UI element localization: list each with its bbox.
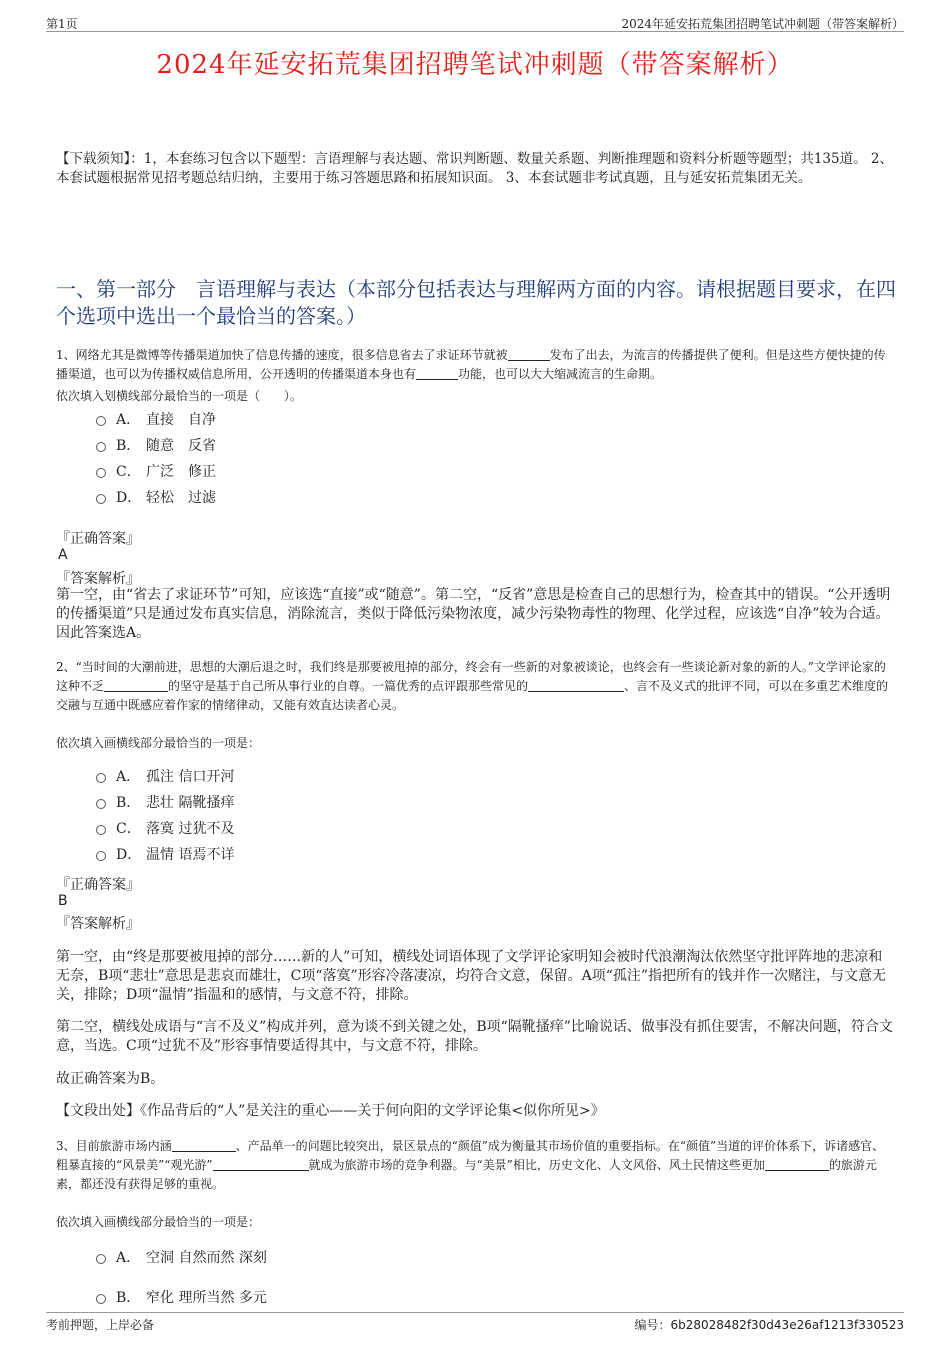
- radio-icon[interactable]: [96, 1254, 106, 1264]
- question-2-prompt: 依次填入画横线部分最恰当的一项是：: [56, 736, 261, 750]
- download-notice: 【下载须知】：1，本套练习包含以下题型：言语理解与表达题、常识判断题、数量关系题、判断推理题和资料分析题等题型；共135道。 2、本套试题根据常见招考题总结归纳，主要用于练习答题思路和拓展知识面。 3、本套试题非考试真题，且与延安拓荒集团无关。: [56, 151, 893, 186]
- radio-icon[interactable]: [96, 851, 106, 861]
- question-2-explanation-2: 第二空，横线处成语与“言不及义”构成并列，意为谈不到关键之处，B项“隔靴搔痒”比喻说话、做事没有抓住要害，不解决问题，符合文意，当选。C项“过犹不及”形容事情要适得其中，与文意不符，排除。: [56, 1019, 893, 1054]
- footer-slogan: 考前押题，上岸必备: [46, 1318, 155, 1332]
- question-2-source: 【文段出处】《作品背后的“人”是关注的重心——关于何向阳的文学评论集<似你所见>》: [56, 1103, 605, 1119]
- radio-icon[interactable]: [96, 416, 106, 426]
- document-code: 编号：6b28028482f30d43e26af1213f330523: [634, 1318, 904, 1332]
- blank-line: [508, 348, 550, 361]
- question-2-options: [96, 763, 234, 867]
- question-2-stem: 2、“当时间的大潮前进，思想的大潮后退之时，我们终是那要被甩掉的部分，终会有一些新的对象被谈论，也终会有一些谈论新对象的新的人。”文学评论家的这种不乏 的坚守是基于自己所从事行业的自尊。一篇优秀的点评跟那些常见的 、言不及义式的批评不同，可以在多重艺术维度的交融与互通中既感应着作家的情绪律动，又能有效直达读者心灵。: [56, 660, 889, 712]
- option-a[interactable]: A． 空洞 自然而然 深刻: [96, 1244, 267, 1270]
- answer-value: B: [58, 893, 68, 909]
- analysis-label: 『答案解析』: [56, 916, 140, 932]
- blank-line: [416, 367, 458, 380]
- option-d[interactable]: D． 温情 语焉不详: [96, 841, 234, 867]
- page-number: 第1页: [46, 17, 78, 31]
- radio-icon[interactable]: [96, 494, 106, 504]
- question-1-prompt: 依次填入划横线部分最恰当的一项是（ ）。: [56, 389, 303, 403]
- option-a[interactable]: A． 孤注 信口开河: [96, 763, 234, 789]
- answer-label: 『正确答案』: [56, 877, 140, 893]
- analysis-label: 『答案解析』: [56, 571, 140, 587]
- page-header: [46, 13, 904, 32]
- blank-line: [104, 679, 168, 692]
- question-1-options: [96, 406, 216, 510]
- radio-icon[interactable]: [96, 442, 106, 452]
- answer-label: 『正确答案』: [56, 531, 140, 547]
- option-c[interactable]: C． 广泛 修正: [96, 458, 216, 484]
- option-b[interactable]: B． 悲壮 隔靴搔痒: [96, 789, 234, 815]
- blank-line: [213, 1158, 309, 1171]
- radio-icon[interactable]: [96, 1294, 106, 1304]
- option-c[interactable]: C． 落寞 过犹不及: [96, 815, 234, 841]
- blank-line: [172, 1139, 236, 1152]
- question-2-conclusion: 故正确答案为B。: [56, 1071, 165, 1087]
- radio-icon[interactable]: [96, 799, 106, 809]
- radio-icon[interactable]: [96, 468, 106, 478]
- question-3-options: [96, 1244, 267, 1310]
- radio-icon[interactable]: [96, 825, 106, 835]
- option-b[interactable]: B． 窄化 理所当然 多元: [96, 1284, 267, 1310]
- section-heading: 一、第一部分 言语理解与表达（本部分包括表达与理解两方面的内容。请根据题目要求，在四个选项中选出一个最恰当的答案。）: [56, 277, 896, 328]
- document-title: 2024年延安拓荒集团招聘笔试冲刺题（带答案解析）: [156, 50, 794, 80]
- question-1-stem: 1、网络尤其是微博等传播渠道加快了信息传播的速度，很多信息省去了求证环节就被 发布了出去，为流言的传播提供了便利。但是这些方便快捷的传播渠道，也可以为传播权威信息所用，公开透明的传播渠道本身也有 功能，也可以大大缩减流言的生命期。: [56, 348, 886, 381]
- page-footer: [46, 1312, 904, 1333]
- question-1-explanation: 第一空，由“省去了求证环节”可知，应该选“直接”或“随意”。第二空，“反省”意思是检查自己的思想行为，检查其中的错误。“公开透明的传播渠道”只是通过发布真实信息，消除流言，类似于降低污染物浓度，减少污染物毒性的物理、化学过程，应该选“自净”较为合适。因此答案选A。: [56, 587, 891, 641]
- question-3-prompt: 依次填入画横线部分最恰当的一项是：: [56, 1215, 261, 1229]
- blank-line: [528, 679, 624, 692]
- blank-line: [765, 1158, 829, 1171]
- answer-value: A: [58, 547, 68, 563]
- option-b[interactable]: B． 随意 反省: [96, 432, 216, 458]
- option-d[interactable]: D． 轻松 过滤: [96, 484, 216, 510]
- question-2-explanation-1: 第一空，由“终是那要被甩掉的部分……新的人”可知，横线处词语体现了文学评论家明知会被时代浪潮淘汰依然坚守批评阵地的悲凉和无奈，B项“悲壮”意思是悲哀而雄壮，C项“落寞”形容冷落凄凉，均符合文意，保留。A项“孤注”指把所有的钱并作一次赌注，与文意无关，排除；D项“温情”指温和的感情，与文意不符，排除。: [56, 949, 887, 1003]
- question-3-stem: 3、目前旅游市场内涵 、产品单一的问题比较突出，景区景点的“颜值”成为衡量其市场价值的重要指标。在“颜值”当道的评价体系下，诉诸感官、粗暴直接的“风景美”“观光游” 就成为旅游市场的竞争利器。与“美景”相比，历史文化、人文风俗、风土民情这些更加 的旅游元素，都还没有获得足够的重视。: [56, 1139, 885, 1191]
- option-a[interactable]: A． 直接 自净: [96, 406, 216, 432]
- header-doc-title: 2024年延安拓荒集团招聘笔试冲刺题（带答案解析）: [621, 17, 904, 31]
- radio-icon[interactable]: [96, 773, 106, 783]
